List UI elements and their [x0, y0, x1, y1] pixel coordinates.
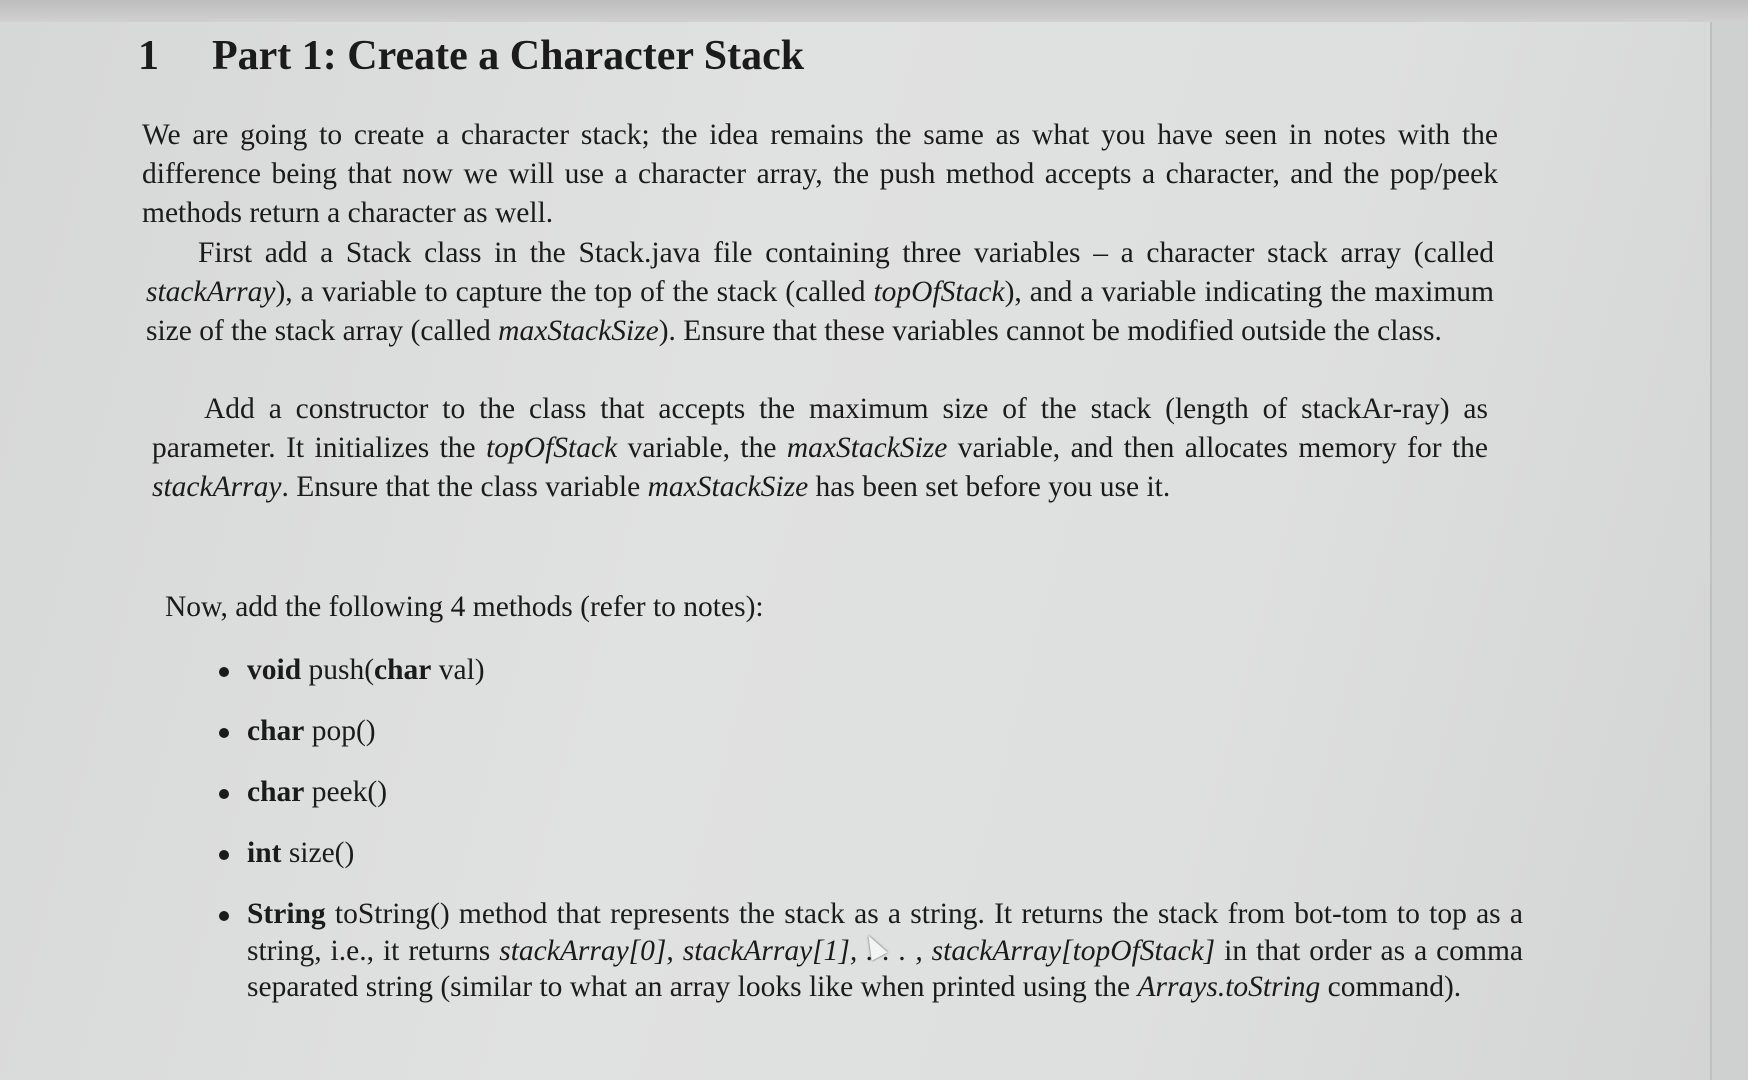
- tostring-expression: stackArray[0], stackArray[1], . . . , stackArray[topOfStack]: [499, 934, 1216, 967]
- bullet-icon: [219, 667, 229, 677]
- intro-paragraph: [142, 116, 1498, 233]
- method-keyword: char: [247, 715, 305, 747]
- method-signature-end: val): [431, 654, 485, 686]
- tostring-text1: toString() method that represents the stack as a string. It returns the stack from bot-tom to top as a string, i.e., it returns: [247, 898, 1523, 967]
- var-maxstacksize: maxStackSize: [498, 315, 659, 347]
- section-heading: [138, 32, 804, 80]
- method-signature: pop(): [304, 715, 376, 747]
- method-item-pop: [215, 713, 1515, 774]
- param-keyword: char: [374, 654, 432, 686]
- method-signature: peek(): [304, 776, 388, 808]
- p3-text2: variable, the: [617, 432, 787, 464]
- section-title: Part 1: Create a Character Stack: [212, 33, 805, 79]
- method-item-push: [215, 652, 1515, 713]
- method-keyword: char: [247, 776, 305, 808]
- method-keyword: int: [247, 837, 282, 869]
- right-edge-strip: [1712, 22, 1748, 1080]
- stack-class-paragraph: [146, 234, 1494, 351]
- p2-text3: ), and a variable indicating the maximum size of the stack array (called: [146, 276, 1494, 347]
- bullet-icon: [219, 850, 229, 860]
- tostring-text2: in that order as a comma separated string (similar to what an array looks like when printed using the: [247, 934, 1523, 1003]
- var-maxstacksize: maxStackSize: [786, 432, 948, 464]
- methods-intro-text: Now, add the following 4 methods (refer to notes):: [165, 591, 764, 623]
- bullet-icon: [219, 728, 229, 738]
- arrays-tostring-command: Arrays.toString: [1137, 971, 1321, 1003]
- method-item-size: [215, 835, 1515, 896]
- constructor-paragraph: [152, 390, 1488, 507]
- var-stackarray: stackArray: [146, 276, 276, 308]
- p3-text5: has been set before you use it.: [808, 471, 1171, 503]
- var-maxstacksize: maxStackSize: [647, 471, 809, 503]
- intro-text: We are going to create a character stack; the idea remains the same as what you have seen in notes with the difference being that now we will use a character array, the push method accepts a character, and the pop/peek methods return a character as well.: [142, 119, 1498, 229]
- method-item-peek: [215, 774, 1515, 835]
- method-signature: push(: [301, 654, 375, 686]
- method-keyword: String: [247, 898, 326, 930]
- p2-text1: First add a Stack class in the Stack.java file containing three variables – a character stack array (called: [198, 237, 1494, 269]
- p2-text4: ). Ensure that these variables cannot be modified outside the class.: [658, 315, 1442, 347]
- methods-intro: [165, 588, 1465, 627]
- window-top-edge: [0, 0, 1748, 23]
- var-topofstack: topOfStack: [873, 276, 1005, 308]
- section-number: 1: [138, 33, 159, 79]
- method-keyword: void: [247, 654, 302, 686]
- bullet-icon: [219, 911, 229, 921]
- var-topofstack: topOfStack: [486, 432, 618, 464]
- p3-text4: . Ensure that the class variable: [281, 471, 648, 503]
- p3-text1: Add a constructor to the class that accepts the maximum size of the stack (length of stackAr-ray) as parameter. It initializes the: [152, 393, 1488, 464]
- bullet-icon: [219, 789, 229, 799]
- methods-list: [215, 652, 1523, 1006]
- document-page: [0, 22, 1712, 1080]
- tostring-text3: command).: [1320, 971, 1462, 1003]
- method-signature: size(): [281, 837, 355, 869]
- var-stackarray: stackArray: [152, 471, 282, 503]
- p3-text3: variable, and then allocates memory for the: [947, 432, 1488, 464]
- p2-text2: ), a variable to capture the top of the stack (called: [275, 276, 874, 308]
